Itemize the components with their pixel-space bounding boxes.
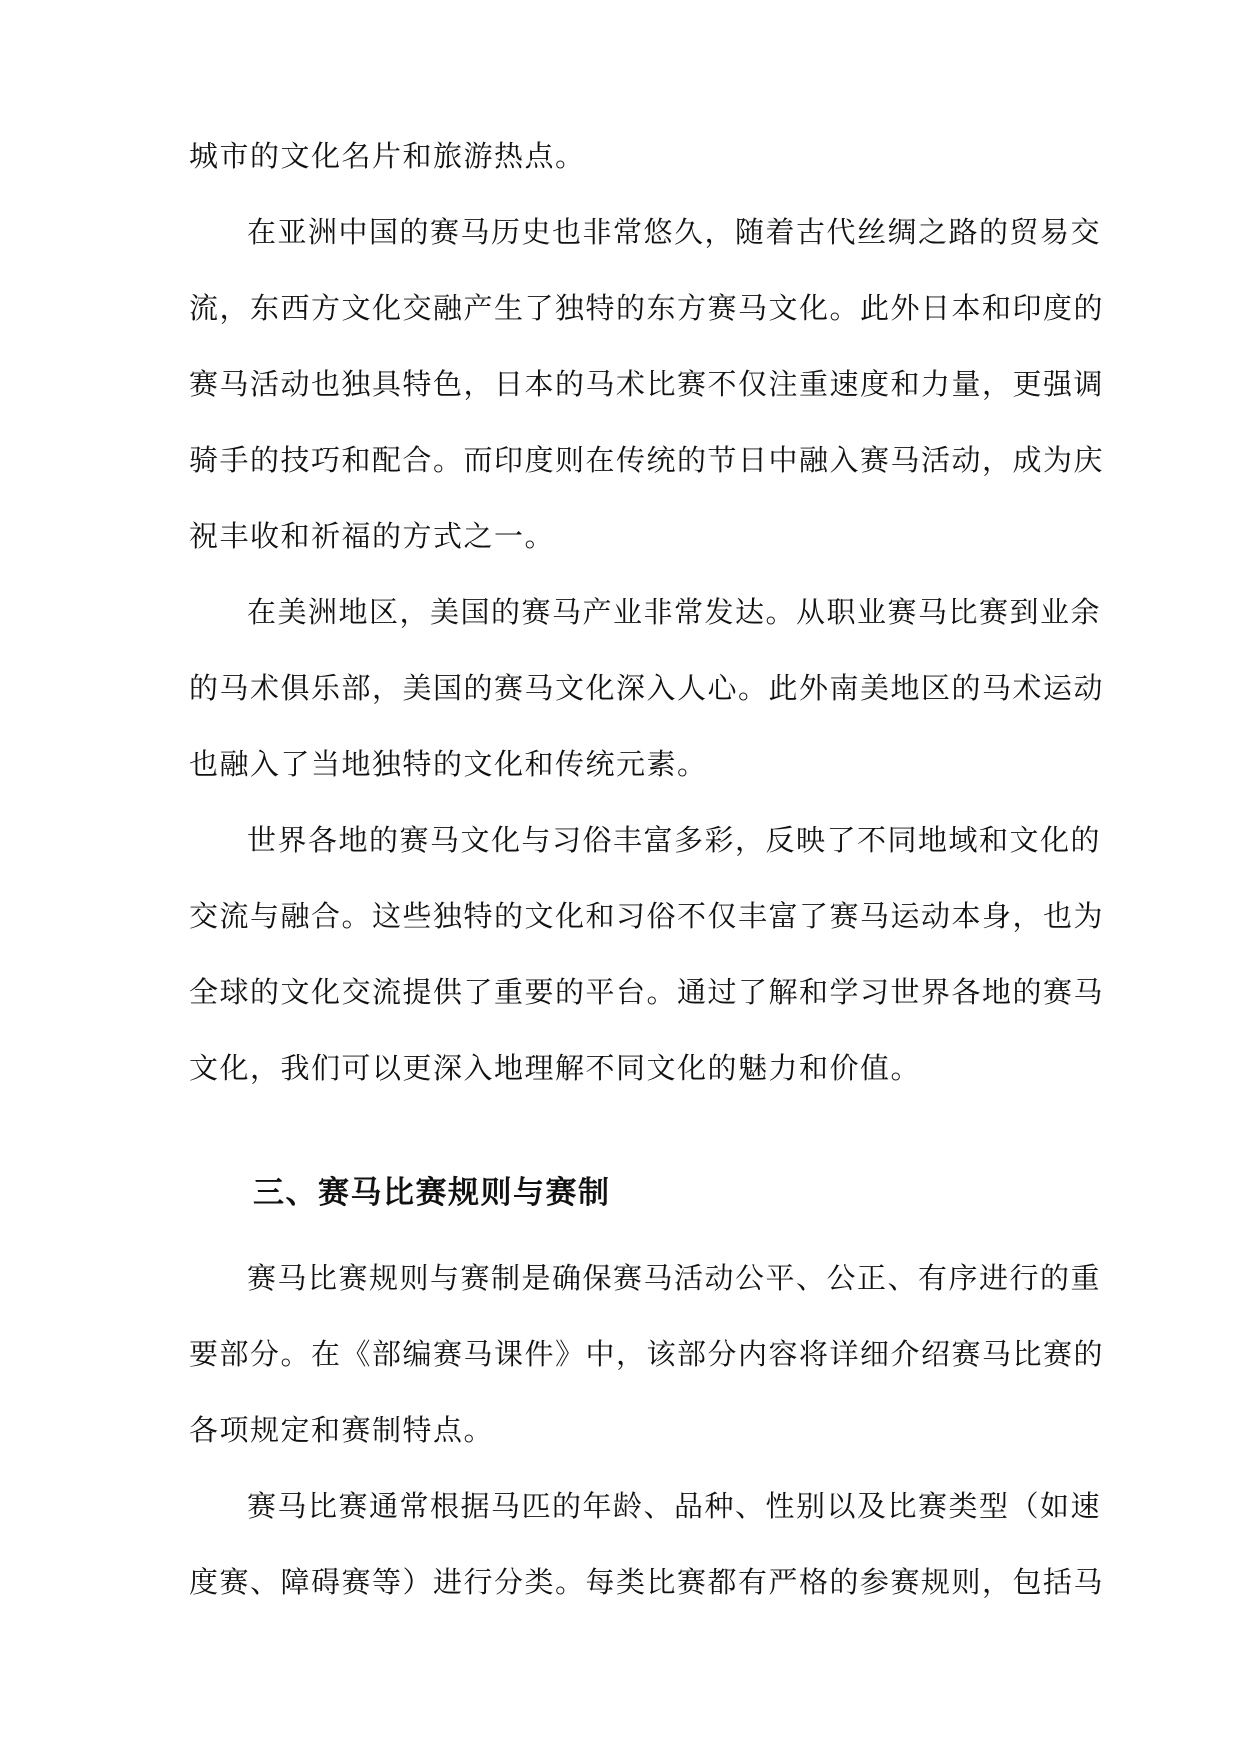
- paragraph-line: 在美洲地区，美国的赛马产业非常发达。从职业赛马比赛到业余: [247, 595, 1102, 629]
- paragraph-line: 流，东西方文化交融产生了独特的东方赛马文化。此外日本和印度的: [189, 291, 1105, 325]
- paragraph-line: 交流与融合。这些独特的文化和习俗不仅丰富了赛马运动本身，也为: [189, 899, 1105, 933]
- section-heading: 三、赛马比赛规则与赛制: [253, 1175, 611, 1211]
- paragraph-line: 全球的文化交流提供了重要的平台。通过了解和学习世界各地的赛马: [189, 975, 1105, 1009]
- paragraph-line: 要部分。在《部编赛马课件》中，该部分内容将详细介绍赛马比赛的: [189, 1337, 1105, 1371]
- paragraph-line: 城市的文化名片和旅游热点。: [189, 139, 586, 173]
- paragraph-line: 文化，我们可以更深入地理解不同文化的魅力和价值。: [189, 1051, 922, 1085]
- paragraph-line: 在亚洲中国的赛马历史也非常悠久，随着古代丝绸之路的贸易交: [247, 215, 1102, 249]
- paragraph-line: 赛马比赛通常根据马匹的年龄、品种、性别以及比赛类型（如速: [247, 1489, 1102, 1523]
- paragraph-line: 也融入了当地独特的文化和传统元素。: [189, 747, 708, 781]
- paragraph-line: 赛马活动也独具特色，日本的马术比赛不仅注重速度和力量，更强调: [189, 367, 1105, 401]
- paragraph-line: 各项规定和赛制特点。: [189, 1413, 495, 1447]
- paragraph-line: 赛马比赛规则与赛制是确保赛马活动公平、公正、有序进行的重: [247, 1261, 1102, 1295]
- paragraph-line: 祝丰收和祈福的方式之一。: [189, 519, 556, 553]
- paragraph-line: 的马术俱乐部，美国的赛马文化深入人心。此外南美地区的马术运动: [189, 671, 1105, 705]
- paragraph-line: 度赛、障碍赛等）进行分类。每类比赛都有严格的参赛规则，包括马: [189, 1565, 1105, 1599]
- paragraph-line: 世界各地的赛马文化与习俗丰富多彩，反映了不同地域和文化的: [247, 823, 1102, 857]
- paragraph-line: 骑手的技巧和配合。而印度则在传统的节日中融入赛马活动，成为庆: [189, 443, 1105, 477]
